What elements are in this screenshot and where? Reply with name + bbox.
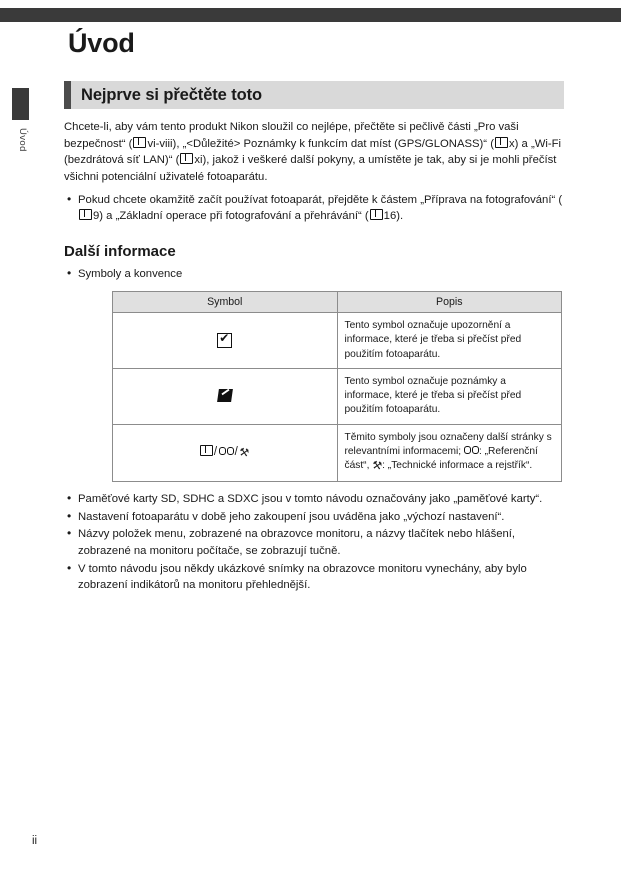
symbols-table [112,291,562,482]
list-item: • V tomto návodu jsou někdy ukázkové snímky na obrazovce monitoru vynechány, aby bylo zobrazení indikátorů na monitoru přehlednější. [64,561,564,594]
intro-text-part-1: Chcete-li, aby vám tento produkt Nikon sloužil co nejlépe, přečtěte si pečlivě části „Pro vaši bezpečnost“ ( [64,121,519,150]
page-content [64,0,564,595]
pencil-note-icon [217,389,233,402]
checkbox-icon [217,333,232,348]
desc-part-a: Těmito symboly jsou označeny další stránky s relevantními informacemi; [344,431,552,457]
intro-text-part-3: x) a „Wi-Fi (bezdrátová síť LAN)“ ( [64,137,562,167]
book-icon [180,153,193,164]
table-row [113,313,562,369]
book-icon [200,445,213,456]
binoculars-icon [219,447,234,456]
book-icon [370,209,383,220]
book-icon [79,209,92,220]
symbol-cell [113,424,338,481]
description-cell: Tento symbol označuje poznámky a informace, které je třeba si přečíst před použitím fotoaparátu. [337,368,562,424]
page-number: ii [32,835,38,847]
description-cell: Tento symbol označuje upozornění a informace, které je třeba si přečíst před použitím fotoaparátu. [337,313,562,369]
list-item: • Názvy položek menu, zobrazené na obrazovce monitoru, a názvy tlačítek nebo hlášení, zobrazené na monitoru počítače, se zobrazují tučně. [64,526,564,559]
list-item [64,192,564,225]
subsection-heading: Další informace [64,242,176,260]
intro-paragraph [64,119,564,186]
bullet-text-part-2: 9) a „Základní operace při fotografování a přehrávání“ ( [93,210,369,223]
chapter-title: Úvod [68,28,135,58]
desc-part-b: : „Referenční část“, [344,445,538,472]
section-heading-band [64,81,564,109]
side-chapter-tab-label: Úvod [17,128,28,152]
side-chapter-tab [12,88,29,120]
description-cell [337,424,562,481]
reference-icons-group: / /⚒ [200,446,250,458]
section-heading: Nejprve si přečtěte toto [81,85,262,104]
table-row [113,368,562,424]
list-item: • Paměťové karty SD, SDHC a SDXC jsou v tomto návodu označovány jako „paměťové karty“. [64,491,564,507]
table-row [113,424,562,481]
wrench-icon: ⚒ [371,459,384,474]
intro-bullet-list [64,192,564,225]
desc-part-c: : „Technické informace a rejstřík“. [382,460,533,472]
symbol-cell [113,313,338,369]
list-item: • Nastavení fotoaparátu v době jeho zakoupení jsou uváděna jako „výchozí nastavení“. [64,509,564,525]
symbols-bullet-list [64,266,564,282]
symbol-cell [113,368,338,424]
intro-text-part-4: xi), jakož i veškeré další pokyny, a umístěte je tak, aby si je mohli přečíst všichni potenciální uživatelé fotoaparátu. [64,154,557,184]
intro-text-part-2: vi-viii), „<Důležité> Poznámky k funkcím dat míst (GPS/GLONASS)“ ( [147,137,494,150]
bullet-text-part-1: Pokud chcete okamžitě začít používat fotoaparát, přejděte k částem „Příprava na fotografování“ ( [78,193,563,206]
column-header-description: Popis [337,292,562,313]
list-item: • Symboly a konvence [64,266,564,282]
binoculars-icon [464,446,479,455]
column-header-symbol: Symbol [113,292,338,313]
table-header-row [113,292,562,313]
notes-bullet-list [64,491,564,594]
book-icon [133,137,146,148]
wrench-icon: ⚒ [238,446,251,460]
bullet-text-part-3: 16). [383,210,404,223]
book-icon [495,137,508,148]
